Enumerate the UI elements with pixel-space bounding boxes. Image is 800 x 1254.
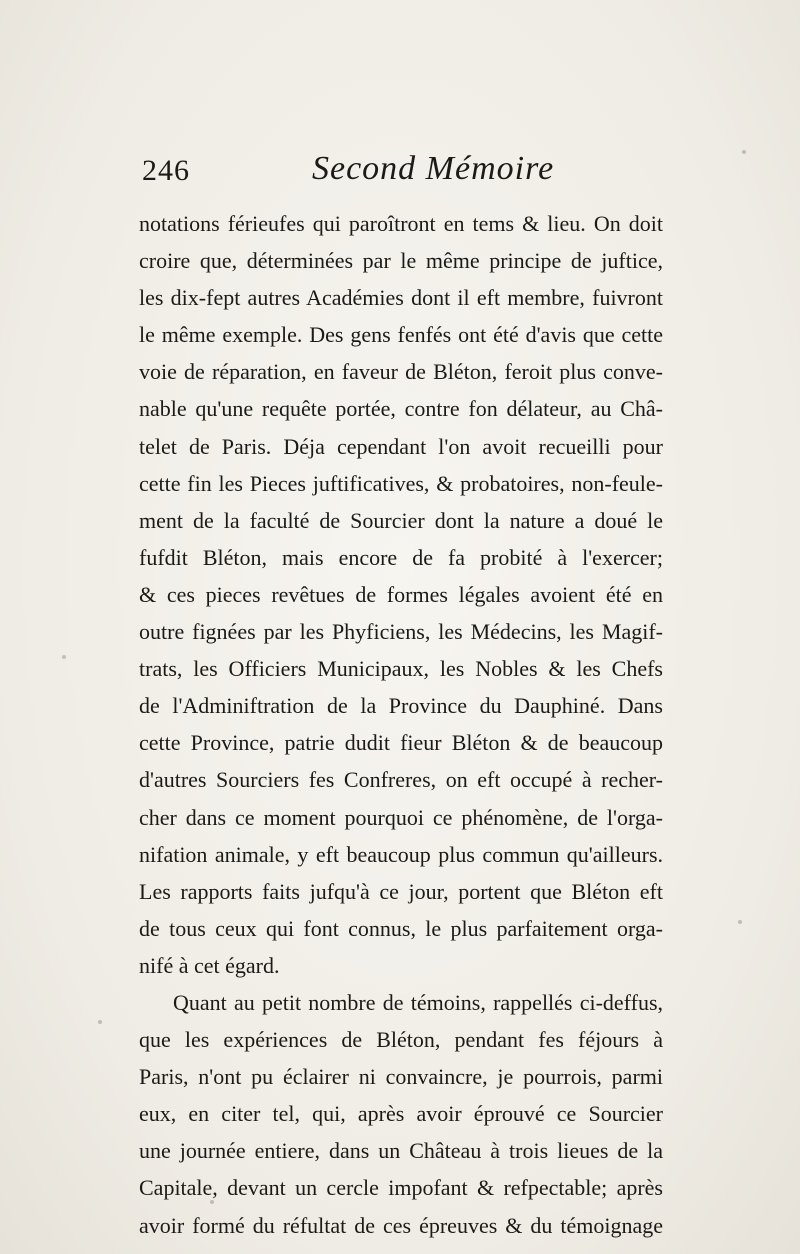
text-line: le même exemple. Des gens fenfés ont été d'avis que cette [139,322,663,348]
text-line: croire que, déterminées par le même principe de juftice, [139,248,663,274]
text-line: de tous ceux qui font connus, le plus parfaitement orga- [139,915,663,941]
paper-speck [738,920,742,924]
text-line: Capitale, devant un cercle impofant & refpectable; après [139,1175,663,1201]
text-line: fufdit Bléton, mais encore de fa probité à l'exercer; [139,544,663,570]
text-line: une journée entiere, dans un Château à trois lieues de la [139,1138,663,1164]
text-line: cher dans ce moment pourquoi ce phénomène, de l'orga- [139,804,663,830]
body-text [139,205,663,1244]
text-line: cette Province, patrie dudit fieur Bléton & de beaucoup [139,730,663,756]
text-line: outre fignées par les Phyficiens, les Médecins, les Magif- [139,619,663,645]
paper-speck [98,1020,102,1024]
running-title: Second Mémoire [312,150,555,187]
paper-speck [742,150,746,154]
text-line: nable qu'une requête portée, contre fon délateur, au Châ- [139,396,663,422]
text-line: Quant au petit nombre de témoins, rappellés ci-deffus, [173,989,663,1015]
text-line: ment de la faculté de Sourcier dont la nature a doué le [139,507,663,533]
text-line: que les expériences de Bléton, pendant fes féjours à [139,1027,663,1053]
text-line: nifation animale, y eft beaucoup plus commun qu'ailleurs. [139,841,663,867]
page-header [142,150,662,200]
text-line: cette fin les Pieces juftificatives, & probatoires, non-feule- [139,470,663,496]
text-line: Paris, n'ont pu éclairer ni convaincre, je pourrois, parmi [139,1064,663,1090]
text-line: Les rapports faits jufqu'à ce jour, portent que Bléton eft [139,878,663,904]
page-number: 246 [142,154,190,187]
paper-speck [62,655,66,659]
text-line: avoir formé du réfultat de ces épreuves & du témoignage [139,1212,663,1238]
text-line: trats, les Officiers Municipaux, les Nobles & les Chefs [139,656,663,682]
text-line: nifé à cet égard. [139,952,280,978]
text-line: de l'Adminiftration de la Province du Dauphiné. Dans [139,693,663,719]
text-line: eux, en citer tel, qui, après avoir éprouvé ce Sourcier [139,1101,663,1127]
text-line: & ces pieces revêtues de formes légales avoient été en [139,581,663,607]
text-line: notations férieufes qui paroîtront en tems & lieu. On doit [139,211,663,236]
paper-speck [210,1200,214,1204]
text-line: telet de Paris. Déja cependant l'on avoit recueilli pour [139,433,663,459]
text-line: voie de réparation, en faveur de Bléton, feroit plus conve- [139,359,663,385]
text-line: d'autres Sourciers fes Confreres, on eft occupé à recher- [139,767,663,793]
text-line: les dix-fept autres Académies dont il eft membre, fuivront [139,285,663,311]
